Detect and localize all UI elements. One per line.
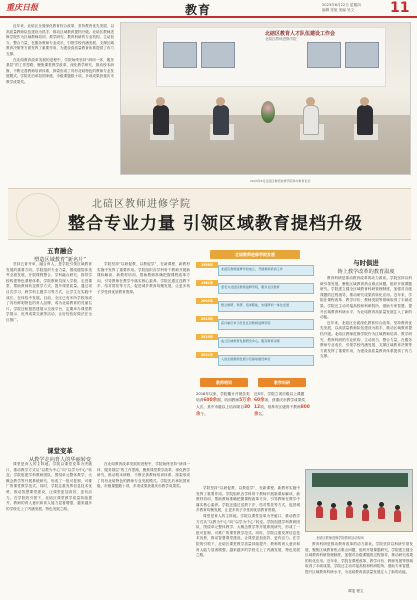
- timeline-text: 更名为北碚区教师进修学院，服务全区教育: [218, 283, 314, 294]
- section-one-heading: [6, 246, 114, 263]
- timeline-row: [196, 352, 314, 368]
- timeline-row: [196, 280, 314, 296]
- screen-subtitle: 北碚区教师进修学院: [265, 37, 297, 41]
- main-photo-caption: 2023年6月北碚区教师进修学院举办教育论坛: [250, 179, 311, 183]
- video-window: [163, 42, 197, 68]
- intro-column: [6, 24, 114, 184]
- section-two-title: 课堂变革: [47, 447, 73, 455]
- student: [394, 510, 401, 522]
- student-head: [331, 503, 336, 508]
- timeline-text: 获评重庆市示范性区县教师进修学院: [218, 319, 314, 330]
- stat-number: 5万余: [239, 398, 251, 403]
- panelist-head: [216, 97, 225, 106]
- section-one-text: 坚持五育并举、融合育人，是学院引领区域教育发展的重要方向。学院组织专业力量，围绕德智体美劳全面发展，开展课程整合、学科融合研究，指导学校构建特色课程体系。学院教研员深入学校、走进课堂，帮助教师转变教学方式，提升课堂质量。通过项目式学习、跨学科主题学习等方式，让学生在实践中成长，在体验中发展。目前，全区已有多所学校形成了具有鲜明特色的育人品牌，成为北碚教育的亮丽名片。学院还积极搭建展示交流平台，定期举办课堂教学展示、优秀成果交流等活动，让好经验好做法在全区推广。: [6, 262, 92, 322]
- student: [316, 506, 323, 518]
- issue-meta: [322, 3, 361, 13]
- student-head: [379, 502, 384, 507]
- panelist: [357, 105, 373, 135]
- bottom-right-text: [305, 542, 413, 586]
- student: [346, 506, 353, 518]
- timeline-year: 1982年: [196, 280, 218, 286]
- classroom-photo: [305, 469, 413, 532]
- panelist: [213, 105, 229, 135]
- stat-text: 人次，其中市级以上培训项目: [196, 405, 244, 409]
- panelist-head: [306, 97, 315, 106]
- section-one-text-col1: [6, 262, 92, 442]
- lower-middle-text: [196, 486, 300, 596]
- headline-title: 整合专业力量 引领区域教育提档升级: [68, 214, 363, 234]
- section-two-text: 课堂是育人的主阵地。学院以课堂变革为突破口，推动教学方式从“以教为中心”向“以学为中心”转变。学院组建学科教研团队，围绕单元整体教学、大概念教学等开展系统研究，形成了一批可复制、可推广的课堂教学范式。同时，学院注重发挥信息技术优势，推动智慧课堂建设，让课堂更加高效、更有活力。在学院的引领下，北碚区课堂教学质量持续提升，教师的育人意识和育人能力显著增强，越来越多的学校走上了内涵发展、特色发展之路。: [6, 462, 92, 511]
- section-three-heading: [320, 258, 412, 275]
- timeline-year: 2022年: [196, 352, 218, 358]
- timeline-text: 成立区域教育发展研究中心，服务教育决策: [218, 337, 314, 348]
- timeline-year: 2019年: [196, 334, 218, 340]
- stat-number: 30余: [196, 405, 251, 417]
- panelist-head: [360, 97, 369, 106]
- stat-body: [254, 391, 310, 418]
- stat-text: 项，获重庆市教学成果奖: [264, 398, 306, 402]
- timeline-text: 北碚区教师进修学校成立，开展教师培训工作: [218, 265, 314, 276]
- byline: 谭雯 程文: [348, 589, 364, 593]
- stat-number: 800余: [254, 405, 310, 417]
- bottom-right-paragraph: 教育科研是推动教育改革的动力源泉。学院坚持以科研引领发展，聚焦区域教育热点难点问题，组织开展课题研究。学院建立健全区域教育科研管理制度，加强对各级课题的过程指导，推动研究成果的转化应用。近年来，学院在课程改革、教学评价、教师发展等领域取得了丰硕成果。学院还主动对接高校和科研院所，借助专家智慧，提升区域教育科研水平，为北碚教育高质量发展注入了新的动能。: [305, 542, 413, 574]
- screen-title: 北碚区教育人才队伍建设工作会: [265, 31, 336, 37]
- flower-arrangement: [261, 101, 275, 123]
- timeline-year: 2015年: [196, 316, 218, 322]
- section-two-heading: [6, 446, 114, 463]
- video-window: [307, 42, 341, 68]
- stat-body: [196, 391, 252, 418]
- stat-text: 名。: [258, 412, 266, 416]
- student: [362, 509, 369, 521]
- video-window: [345, 42, 379, 68]
- decorative-circle: [16, 193, 60, 237]
- student-head: [363, 504, 368, 509]
- blackboard: [312, 473, 408, 487]
- section-two-text-col1: [6, 462, 92, 596]
- section-three-subtitle: 铸上教学改革的教育温度: [337, 269, 395, 275]
- headline-kicker: 北碚区教师进修学院: [92, 199, 191, 210]
- section-three-paragraph: 教育科研是推动教育改革的动力源泉。学院坚持以科研引领发展，聚焦区域教育热点难点问题，组织开展课题研究。学院建立健全区域教育科研管理制度，加强对各级课题的过程指导，推动研究成果的转化应用。近年来，学院在课程改革、教学评价、教师发展等领域取得了丰硕成果。学院还主动对接高校和科研院所，借助专家智慧，提升区域教育科研水平，为北碚教育高质量发展注入了新的动能。: [320, 276, 412, 320]
- timeline-row: [196, 316, 314, 332]
- section-title: 教育: [185, 3, 212, 17]
- lower-middle-paragraph-2: 课堂是育人的主阵地。学院以课堂变革为突破口，推动教学方式从“以教为中心”向“以学为中心”转变。学院组建学科教研团队，围绕单元整体教学、大概念教学等开展系统研究，形成了一批可复制、可推广的课堂教学范式。同时，学院注重发挥信息技术优势，推动智慧课堂建设，让课堂更加高效、更有活力。在学院的引领下，北碚区课堂教学质量持续提升，教师的育人意识和育人能力显著增强，越来越多的学校走上了内涵发展、特色发展之路。: [196, 513, 300, 558]
- issue-editors: 编辑 张旭 美编 吴文: [322, 8, 355, 12]
- newspaper-logo: 重庆日报: [6, 2, 38, 12]
- masthead: [0, 0, 417, 18]
- lower-middle-paragraph: 学院坚持“以研促教、以教促学”，在新课程、新教材实施中发挥了重要作用。学院组织各学科骨干教师开展新课标解读、新教材培训，帮助教师准确把握课程改革方向，引导教师在教学中落实核心素养。学院还通过送教下乡、结对帮扶等方式，促进城乡教育均衡发展，让更多孩子享受到优质教育资源。: [196, 486, 300, 513]
- video-window: [201, 42, 235, 68]
- section-mid-text: 学院坚持“以研促教、以教促学”，在新课程、新教材实施中发挥了重要作用。学院组织各学科骨干教师开展新课标解读、新教材培训，帮助教师准确把握课程改革方向，引导教师在教学中落实核心素养。学院还通过送教下乡、结对帮扶等方式，促进城乡教育均衡发展，让更多孩子享受到优质教育资源。: [97, 262, 190, 294]
- student: [330, 508, 337, 520]
- stat-label: 教学科研: [258, 378, 306, 387]
- stat-number: 12: [254, 405, 261, 410]
- intro-paragraph: 近年来，北碚区全面深化教育综合改革，坚持教育优先发展，以高质量教师队伍建设为抓手，推动区域教育提档升级。北碚区教师进修学院作为区域教师培训、教学研究、教育科研的专业机构，主动担当、整合力量，在服务教师专业成长、引领学校内涵发展、支撑区域教育决策等方面发挥了重要作用，为建设高质量教育体系提供了有力支撑。: [6, 24, 114, 56]
- stat-text: 个。: [200, 412, 208, 416]
- stat-number: 60余: [254, 398, 265, 403]
- classroom-photo-caption: 北碚区教师进修学院教研活动现场: [316, 536, 364, 540]
- stat-text: 项，培养市区级骨干教师: [260, 405, 301, 409]
- page-number: 11: [390, 0, 410, 16]
- panelist-head: [156, 97, 165, 106]
- panelist: [303, 105, 319, 135]
- section-one-title: 五育融合: [47, 247, 73, 255]
- student-head: [317, 501, 322, 506]
- stat-label: 教师培训: [200, 378, 248, 387]
- stat-text: 近5年，学院立项市级以上课题: [254, 392, 305, 396]
- student: [378, 507, 385, 519]
- student-head: [395, 505, 400, 510]
- timeline-year: 1956年: [196, 262, 218, 268]
- issue-date: 2023年6月22日 星期四: [322, 3, 361, 7]
- forum-photo: [120, 22, 411, 175]
- intro-paragraph-2: 在北碚教育改革发展的进程中，学院始终坚持“研训一体、服务基层”的工作思路，聚焦课堂教学改革，深化教学研究，推动校本研修，不断完善教师培训体系，探索形成了具有北碚特色的教师专业发展模式。学院先后承担国家级、市级课题数十项，多项成果获重庆市教学成果奖。: [6, 57, 114, 84]
- section-two-text-cont: 在北碚教育改革发展的进程中，学院始终坚持“研训一体、服务基层”的工作思路，聚焦课堂教学改革，深化教学研究，推动校本研修，不断完善教师培训体系，探索形成了具有北碚特色的教师专业发展模式。学院先后承担国家级、市级课题数十项，多项成果获重庆市教学成果奖。: [97, 462, 190, 489]
- stat-number: 600余: [203, 398, 217, 403]
- timeline-text: 入选全国教师发展示范基地建设单位: [218, 355, 314, 366]
- student-head: [347, 501, 352, 506]
- timeline-row: [196, 298, 314, 314]
- stat-box-research: [254, 378, 310, 482]
- timeline-year: 2003年: [196, 298, 218, 304]
- section-two-subtitle: 从教学走向育人的华丽转变: [28, 457, 92, 463]
- timeline-text: 整合教研、科研、培训职能，实现研训一体化发展: [218, 301, 314, 312]
- section-three-title: 与时俱进: [353, 259, 379, 267]
- timeline-row: [196, 262, 314, 278]
- timeline-infographic: [196, 250, 314, 372]
- section-three-text: [320, 276, 412, 466]
- stat-box-training: [196, 378, 252, 482]
- section-three-paragraph-2: 近年来，北碚区全面深化教育综合改革，坚持教育优先发展，以高质量教师队伍建设为抓手，推动区域教育提档升级。北碚区教师进修学院作为区域教师培训、教学研究、教育科研的专业机构，主动担当、整合力量，在服务教师专业成长、引领学校内涵发展、支撑区域教育决策等方面发挥了重要作用，为建设高质量教育体系提供了有力支撑。: [320, 320, 412, 359]
- section-one-subtitle: 塑造区域教育“新名片”: [34, 257, 86, 263]
- timeline-title: 北碚教师进修学院发展: [210, 250, 300, 259]
- section-one-text-col2: [97, 262, 190, 442]
- panelist: [153, 105, 169, 135]
- section-two-text-col2: [97, 462, 190, 596]
- stat-text: 期，培训教师: [216, 398, 240, 402]
- stage-screen: [156, 27, 386, 87]
- headline-banner: [8, 188, 411, 240]
- timeline-row: [196, 334, 314, 350]
- stat-text: 2018年以来，学院累计开展各类培训: [196, 392, 250, 402]
